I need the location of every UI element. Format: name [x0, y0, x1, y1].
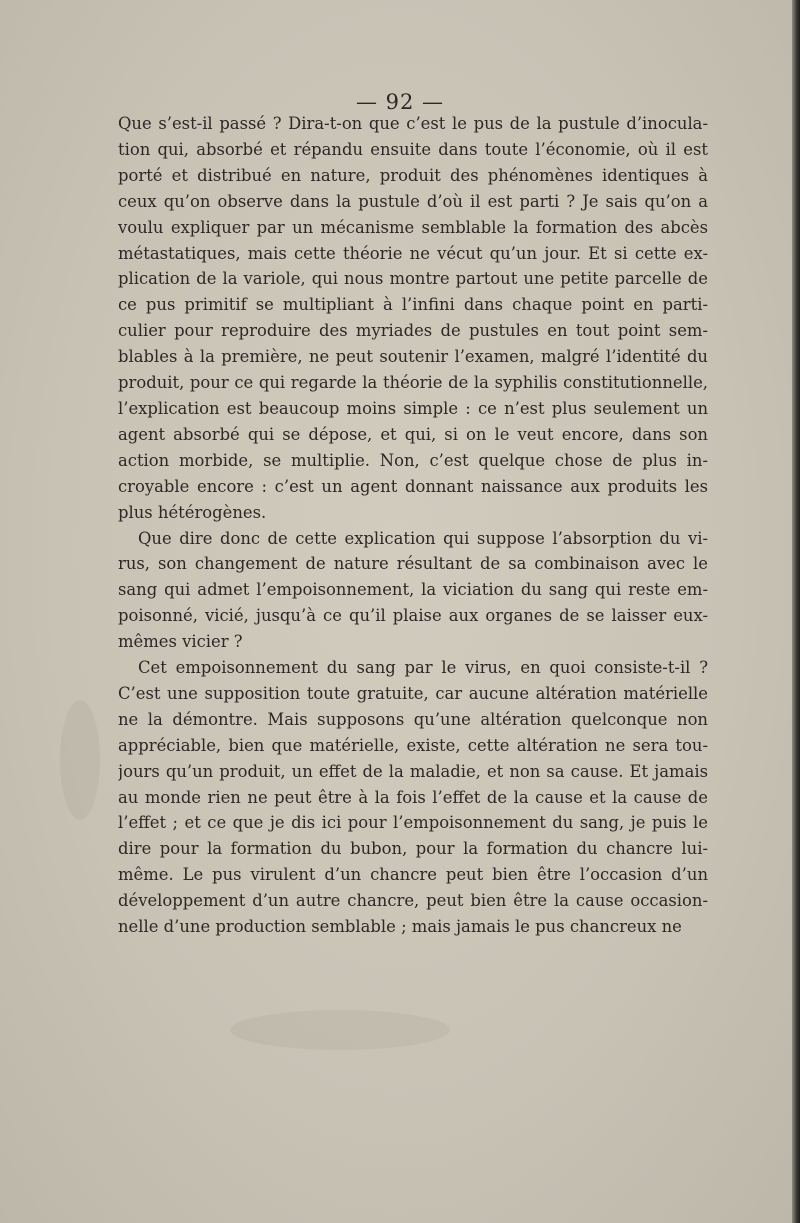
text-line: action morbide, se multiplie. Non, c’est quelque chose de plus in-	[118, 450, 708, 470]
text-line: ce pus primitif se multipliant à l’infini dans chaque point en parti-	[118, 295, 708, 315]
text-line: Que s’est-il passé ? Dira-t-on que c’est le pus de la pustule d’inocula-	[118, 114, 708, 133]
paper-stain	[230, 1010, 450, 1050]
text-line: C’est une supposition toute gratuite, car aucune altération matérielle	[118, 683, 708, 703]
text-line: l’explication est beaucoup moins simple : ce n’est plus seulement un	[118, 398, 708, 418]
page-edge	[792, 0, 800, 1223]
text-line: l’effet ; et ce que je dis ici pour l’empoisonnement du sang, je puis le	[118, 813, 708, 833]
text-line: Que dire donc de cette explication qui suppose l’absorption du vi-	[138, 528, 708, 548]
text-line: ceux qu’on observe dans la pustule d’où il est parti ? Je sais qu’on a	[118, 191, 708, 211]
paragraph	[118, 655, 708, 940]
text-line: au monde rien ne peut être à la fois l’effet de la cause et la cause de	[118, 787, 708, 807]
text-line: poisonné, vicié, jusqu’à ce qu’il plaise aux organes de se laisser eux-	[118, 606, 708, 626]
text-line: blables à la première, ne peut soutenir l’examen, malgré l’identité du	[118, 347, 708, 367]
text-line: porté et distribué en nature, produit des phénomènes identiques à	[118, 165, 708, 185]
text-line: métastatiques, mais cette théorie ne vécut qu’un jour. Et si cette ex-	[118, 243, 708, 263]
text-line: mêmes vicier ?	[118, 632, 243, 652]
text-line: tion qui, absorbé et répandu ensuite dans toute l’économie, où il est	[118, 139, 708, 159]
text-line: jours qu’un produit, un effet de la maladie, et non sa cause. Et jamais	[118, 761, 708, 781]
text-line: Cet empoisonnement du sang par le virus, en quoi consiste-t-il ?	[138, 658, 708, 678]
text-line: croyable encore : c’est un agent donnant naissance aux produits les	[118, 476, 708, 496]
page-number: — 92 —	[355, 90, 445, 114]
text-line: nelle d’une production semblable ; mais jamais le pus chancreux ne	[118, 917, 682, 937]
paragraph	[118, 111, 708, 526]
text-line: sang qui admet l’empoisonnement, la viciation du sang qui reste em-	[118, 580, 708, 600]
text-line: culier pour reproduire des myriades de pustules en tout point sem-	[118, 321, 708, 341]
text-line: ne la démontre. Mais supposons qu’une altération quelconque non	[118, 709, 708, 729]
text-line: agent absorbé qui se dépose, et qui, si on le veut encore, dans son	[118, 424, 708, 444]
text-line: plication de la variole, qui nous montre partout une petite parcelle de	[118, 269, 708, 289]
paragraph	[118, 526, 708, 656]
text-line: développement d’un autre chancre, peut bien être la cause occasion-	[118, 891, 708, 911]
paper-stain	[60, 700, 100, 820]
text-line: voulu expliquer par un mécanisme semblable la formation des abcès	[118, 217, 708, 237]
text-line: même. Le pus virulent d’un chancre peut bien être l’occasion d’un	[118, 865, 708, 885]
body-text	[118, 111, 708, 940]
text-line: rus, son changement de nature résultant de sa combinaison avec le	[118, 554, 708, 574]
text-line: dire pour la formation du bubon, pour la formation du chancre lui-	[118, 839, 708, 859]
text-line: appréciable, bien que matérielle, existe, cette altération ne sera tou-	[118, 735, 708, 755]
text-line: produit, pour ce qui regarde la théorie de la syphilis constitutionnelle,	[118, 373, 708, 393]
text-line: plus hétérogènes.	[118, 502, 267, 522]
